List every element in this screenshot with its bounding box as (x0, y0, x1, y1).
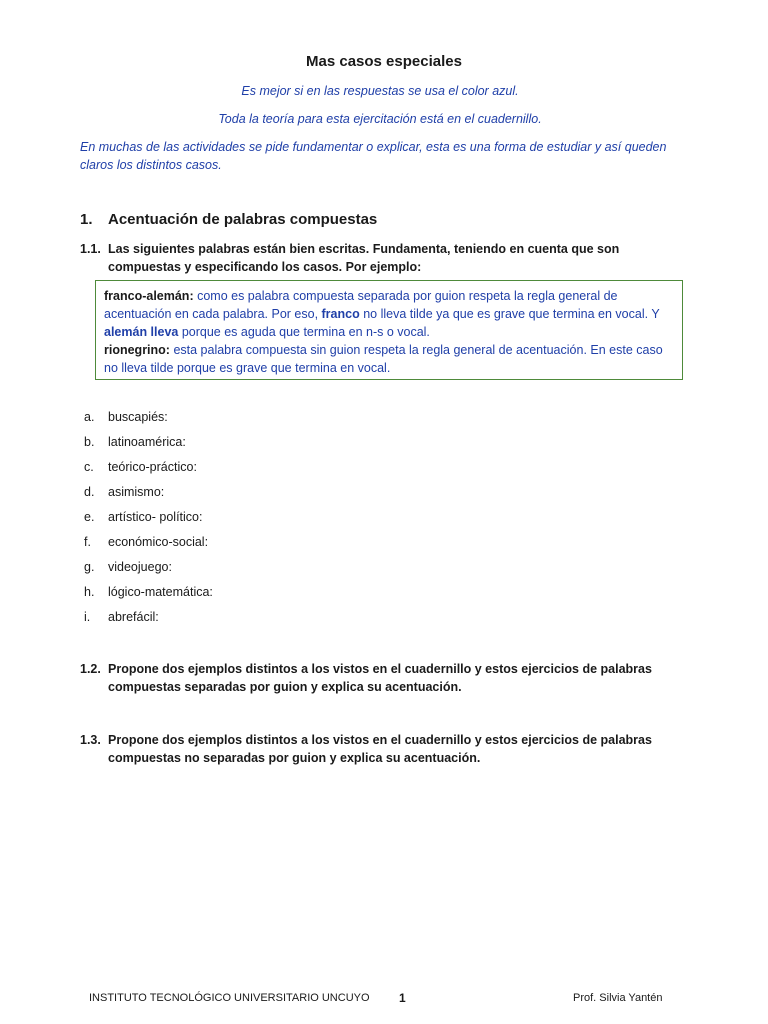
note-blue-color: Es mejor si en las respuestas se usa el color azul. (241, 84, 519, 98)
question-number: 1.2. (80, 662, 101, 676)
example-emphasis-aleman: alemán lleva (104, 325, 179, 339)
note-explain-activities: En muchas de las actividades se pide fundamentar o explicar, esta es una forma de estudiar y así queden claros los distintos casos. (80, 140, 667, 172)
note-theory-location: Toda la teoría para esta ejercitación está en el cuadernillo. (218, 112, 542, 126)
list-word: artístico- político: (108, 510, 203, 524)
list-item (84, 433, 213, 458)
list-word: videojuego: (108, 560, 172, 574)
example-explanation-1c: porque es aguda que termina en n-s o vocal. (178, 325, 430, 339)
example-explanation-1a: como es palabra compuesta separada por guion respeta la regla general de acentuación en cada palabra. Por eso, (104, 289, 618, 321)
list-letter: c. (84, 460, 94, 474)
question-text: Las siguientes palabras están bien escritas. Fundamenta, teniendo en cuenta que son compuestas y especificando los casos. Por ejemplo: (108, 242, 620, 274)
list-letter: h. (84, 585, 95, 599)
list-item (84, 508, 213, 533)
list-word: económico-social: (108, 535, 209, 549)
list-letter: g. (84, 560, 95, 574)
question-1-2 (80, 660, 680, 696)
list-item (84, 483, 213, 508)
list-item (84, 458, 213, 483)
list-letter: b. (84, 435, 95, 449)
list-letter: i. (84, 610, 91, 624)
question-text: Propone dos ejemplos distintos a los vistos en el cuadernillo y estos ejercicios de palabras compuestas separadas por guion y explica su acentuación. (108, 662, 652, 694)
list-letter: d. (84, 485, 95, 499)
question-number: 1.1. (80, 242, 101, 256)
list-word: asimismo: (108, 485, 165, 499)
list-item (84, 608, 213, 633)
list-item (84, 583, 213, 608)
list-letter: a. (84, 410, 95, 424)
list-item (84, 533, 213, 558)
list-word: abrefácil: (108, 610, 159, 624)
question-text: Propone dos ejemplos distintos a los vistos en el cuadernillo y estos ejercicios de palabras compuestas no separadas por guion y explica su acentuación. (108, 733, 652, 765)
example-term-franco-aleman: franco-alemán: (104, 289, 194, 303)
example-emphasis-franco: franco (321, 307, 360, 321)
list-letter: e. (84, 510, 95, 524)
list-word: teórico-práctico: (108, 460, 197, 474)
list-item (84, 558, 213, 583)
example-explanation-1b: no lleva tilde ya que es grave que termina en vocal. Y (359, 307, 660, 321)
word-list (84, 408, 213, 633)
example-term-rionegrino: rionegrino: (104, 343, 170, 357)
question-1-3 (80, 731, 680, 767)
list-item (84, 408, 213, 433)
section-number: 1. (80, 211, 93, 228)
section-title: Acentuación de palabras compuestas (108, 211, 378, 228)
list-word: latinoamérica: (108, 435, 186, 449)
question-1-1 (80, 240, 680, 276)
footer-author: Prof. Silvia Yantén (573, 992, 663, 1004)
list-word: buscapiés: (108, 410, 168, 424)
list-letter: f. (84, 535, 91, 549)
page-title: Mas casos especiales (306, 53, 462, 70)
footer-institution: INSTITUTO TECNOLÓGICO UNIVERSITARIO UNCUYO (89, 992, 370, 1004)
list-word: lógico-matemática: (108, 585, 213, 599)
question-number: 1.3. (80, 733, 101, 747)
example-explanation-2: esta palabra compuesta sin guion respeta la regla general de acentuación. En este caso no lleva tilde porque es grave que termina en vocal. (104, 343, 663, 375)
example-box (95, 280, 683, 380)
footer-page-number: 1 (399, 991, 406, 1005)
section-heading (80, 211, 377, 228)
